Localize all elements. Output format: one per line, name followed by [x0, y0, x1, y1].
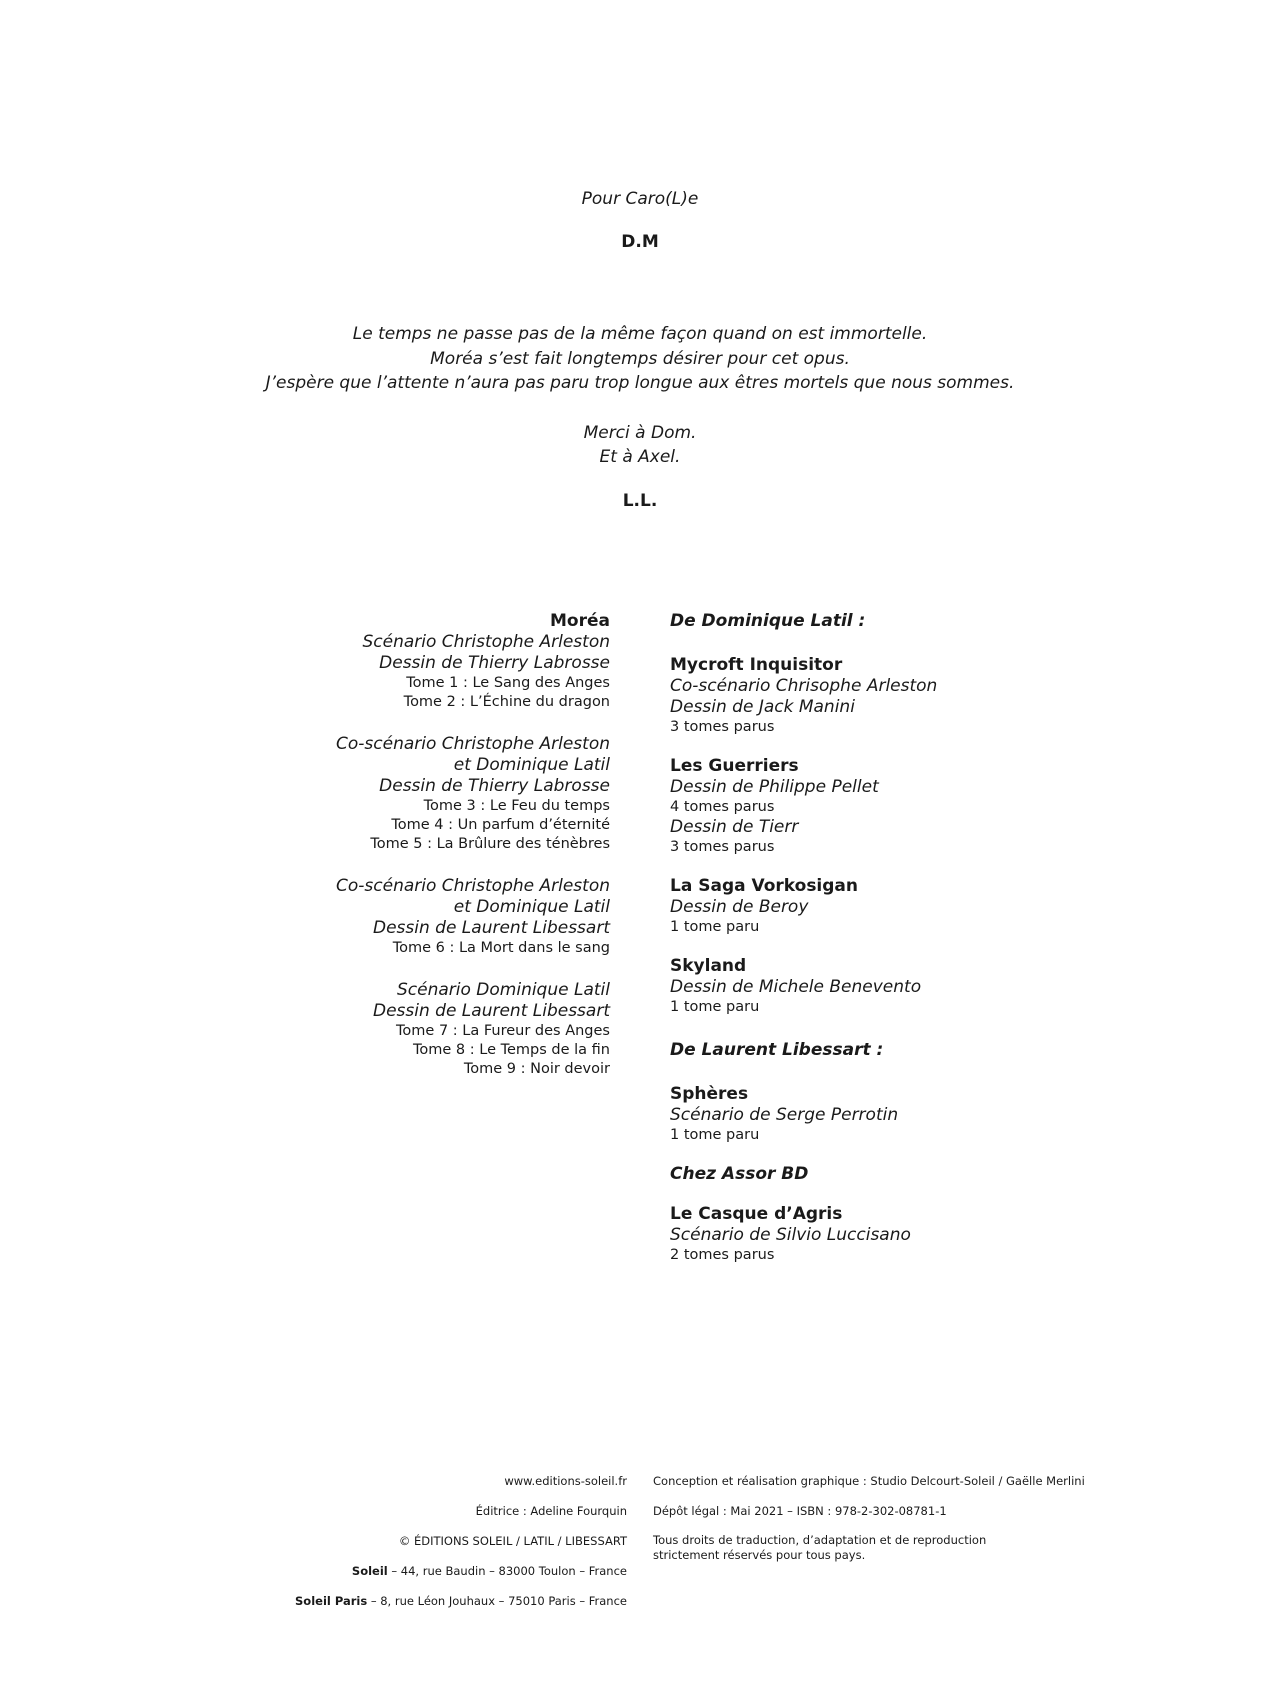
morea-tome: Tome 7 : La Fureur des Anges: [396, 1023, 610, 1039]
address-paris: [107, 1593, 627, 1623]
series-credit: Scénario de Silvio Luccisano: [670, 1225, 911, 1245]
morea-credit: et Dominique Latil: [453, 897, 610, 917]
series-credit: Dessin de Jack Manini: [670, 697, 855, 717]
series-title: Les Guerriers: [670, 756, 799, 776]
series-count: 1 tome paru: [670, 1127, 760, 1143]
publisher-editor: Éditrice : Adeline Fourquin: [475, 1504, 627, 1518]
series-count: 1 tome paru: [670, 919, 760, 935]
footer-legal-info: [653, 1473, 1173, 1563]
dedication-ll-thanks-1: Merci à Dom.: [583, 423, 697, 443]
design-credit: Conception et réalisation graphique : Studio Delcourt-Soleil / Gaëlle Merlini: [653, 1474, 1085, 1488]
assor-heading: Chez Assor BD: [670, 1164, 809, 1184]
morea-tome: Tome 3 : Le Feu du temps: [423, 798, 610, 814]
series-title: Le Casque d’Agris: [670, 1204, 843, 1224]
copyright-notice: © ÉDITIONS SOLEIL / LATIL / LIBESSART: [398, 1534, 627, 1548]
series-title: La Saga Vorkosigan: [670, 876, 859, 896]
address-paris-name: Soleil Paris: [295, 1594, 368, 1608]
footer-publisher-info: [107, 1473, 627, 1623]
morea-bibliography: [190, 610, 610, 1079]
series-credit: Dessin de Tierr: [670, 817, 799, 837]
dedication-ll-signature: L.L.: [622, 491, 658, 511]
dedication-ll-line-2: Moréa s’est fait longtemps désirer pour cet opus.: [430, 349, 850, 369]
legal-deposit: Dépôt légal : Mai 2021 – ISBN : 978-2-302-08781-1: [653, 1504, 947, 1518]
series-credit: Co-scénario Chrisophe Arleston: [670, 676, 938, 696]
address-toulon-name: Soleil: [351, 1564, 388, 1578]
morea-tome: Tome 8 : Le Temps de la fin: [413, 1042, 610, 1058]
morea-credit: Dessin de Laurent Libessart: [372, 918, 610, 938]
dedication-dm-line: Pour Caro(L)e: [581, 189, 699, 209]
series-title: Sphères: [670, 1084, 749, 1104]
morea-credit: Dessin de Thierry Labrosse: [379, 776, 610, 796]
series-count: 2 tomes parus: [670, 1247, 775, 1263]
morea-credit: et Dominique Latil: [453, 755, 610, 775]
series-credit: Dessin de Beroy: [670, 897, 809, 917]
rights-line-2: strictement réservés pour tous pays.: [653, 1548, 866, 1562]
dedication-dm-signature: D.M: [621, 232, 659, 252]
series-credit: Scénario de Serge Perrotin: [670, 1105, 899, 1125]
dedication-ll-line-3: J’espère que l’attente n’aura pas paru trop longue aux êtres mortels que nous sommes.: [265, 373, 1015, 393]
dedication-ll-thanks-2: Et à Axel.: [599, 447, 681, 467]
address-paris-street: – 8, rue Léon Jouhaux – 75010 Paris – France: [367, 1594, 627, 1608]
rights-line-1: Tous droits de traduction, d’adaptation et de reproduction: [653, 1533, 987, 1547]
series-count: 3 tomes parus: [670, 719, 775, 735]
morea-credit: Dessin de Thierry Labrosse: [379, 653, 610, 673]
libessart-heading: De Laurent Libessart :: [670, 1040, 884, 1060]
series-count: 1 tome paru: [670, 999, 760, 1015]
series-count: 4 tomes parus: [670, 799, 775, 815]
morea-credit: Scénario Dominique Latil: [396, 980, 610, 1000]
series-count: 3 tomes parus: [670, 839, 775, 855]
other-works-bibliography: [670, 610, 1190, 1265]
morea-credit: Co-scénario Christophe Arleston: [336, 734, 610, 754]
morea-credit: Scénario Christophe Arleston: [362, 632, 610, 652]
dedication-ll-line-1: Le temps ne passe pas de la même façon quand on est immortelle.: [352, 324, 928, 344]
series-title: Mycroft Inquisitor: [670, 655, 843, 675]
morea-tome: Tome 1 : Le Sang des Anges: [406, 675, 610, 691]
morea-tome: Tome 5 : La Brûlure des ténèbres: [370, 836, 610, 852]
publisher-website: www.editions-soleil.fr: [504, 1474, 627, 1488]
series-credit: Dessin de Michele Benevento: [670, 977, 922, 997]
latil-heading: De Dominique Latil :: [670, 611, 866, 631]
series-credit: Dessin de Philippe Pellet: [670, 777, 879, 797]
address-toulon: [107, 1563, 627, 1593]
address-toulon-street: – 44, rue Baudin – 83000 Toulon – France: [387, 1564, 627, 1578]
morea-tome: Tome 4 : Un parfum d’éternité: [391, 817, 610, 833]
morea-credit: Dessin de Laurent Libessart: [372, 1001, 610, 1021]
morea-credit: Co-scénario Christophe Arleston: [336, 876, 610, 896]
morea-tome: Tome 2 : L’Échine du dragon: [403, 694, 610, 710]
morea-tome: Tome 9 : Noir devoir: [463, 1061, 610, 1077]
morea-title: Moréa: [550, 611, 610, 631]
series-title: Skyland: [670, 956, 747, 976]
morea-tome: Tome 6 : La Mort dans le sang: [392, 940, 610, 956]
